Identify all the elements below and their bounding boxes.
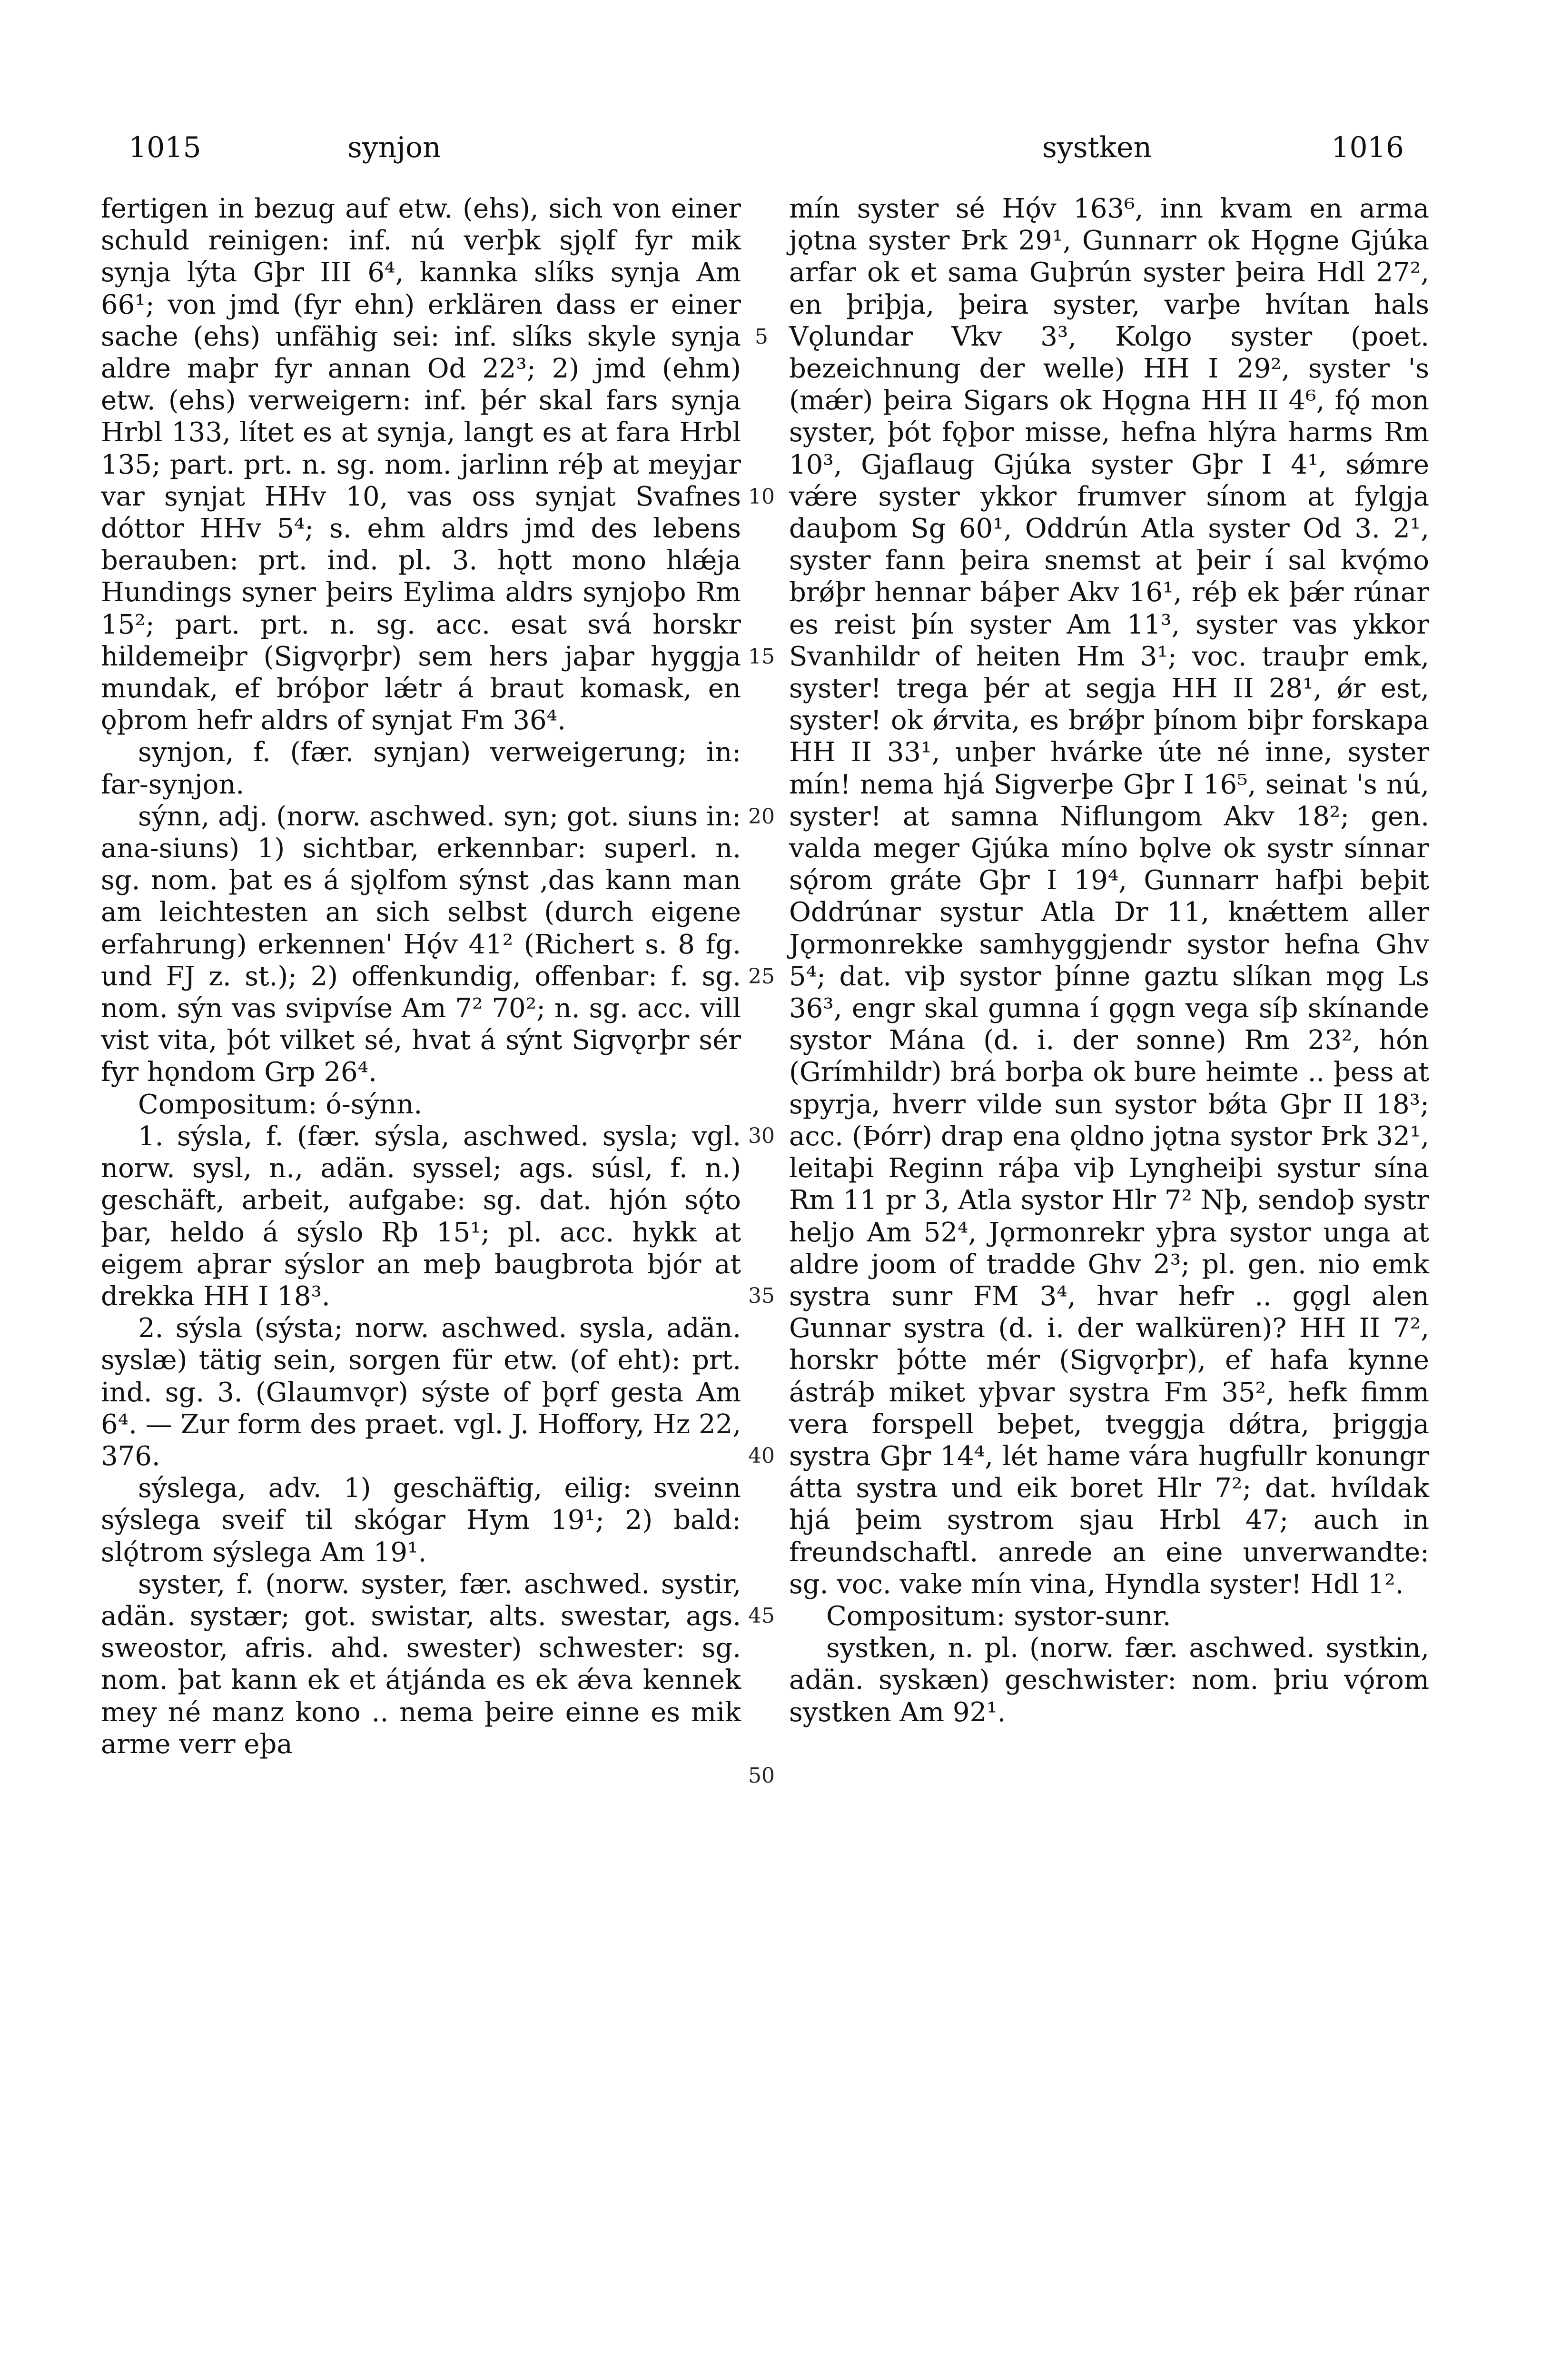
- line-numbers: [733, 193, 790, 1792]
- entry-synja-continued: fertigen in bezug auf etw. (ehs), sich von einer schuld reinigen: inf. nú verþk sjǫlf fyr mik synja lýta Gþr III 6⁴, kannka slíks synja Am 66¹; von jmd (fyr ehn) erklären dass er einer sache (ehs) unfähig sei: inf. slíks skyle synja aldre maþr fyr annan Od 22³; 2) jmd (ehm) etw. (ehs) verweigern: inf. þér skal fars synja Hrbl 133, lítet es at synja, langt es at fara Hrbl 135; part. prt. n. sg. nom. jarlinn réþ at meyjar var synjat HHv 10, vas oss synjat Svafnes dóttor HHv 5⁴; s. ehm aldrs jmd des lebens berauben: prt. ind. pl. 3. hǫtt mono hlǽja Hundings syner þeirs Eylima aldrs synjoþo Rm 15²; part. prt. n. sg. acc. esat svá horskr hildemeiþr (Sigvǫrþr) sem hers jaþar hyggja mundak, ef bróþor lǽtr á braut komask, en ǫþrom hefr aldrs of synjat Fm 36⁴.: [101, 193, 741, 736]
- line-number: [733, 608, 790, 640]
- line-number: [733, 289, 790, 321]
- line-number: 25: [748, 964, 775, 989]
- page-number-right: 1016: [1331, 131, 1404, 164]
- entry-synjon: synjon, f. (fær. synjan) verweigerung; in: far-synjon.: [101, 737, 741, 800]
- line-number: [733, 1536, 790, 1568]
- entry-synn: sýnn, adj. (norw. aschwed. syn; got. siuns in: ana-siuns) 1) sichtbar, erkennbar: superl. n. sg. nom. þat es á sjǫlfom sýnst ‚das kann man am leichtesten an sich selbst (durch eigene erfahrung) erkennen' Hǫ́v 41² (Richert s. 8 fg. und FJ z. st.); 2) offenkundig, offenbar: f. sg. nom. sýn vas svipvíse Am 7² 70²; n. sg. acc. vill vist vita, þót vilket sé, hvat á sýnt Sigvǫrþr sér fyr hǫndom Grp 26⁴.: [101, 801, 741, 1088]
- entry-syster-continued: mín syster sé Hǫ́v 163⁶, inn kvam en arma jǫtna syster Þrk 29¹, Gunnarr ok Hǫgne Gjúka arfar ok et sama Guþrún syster þeira Hdl 27², en þriþja, þeira syster, varþe hvítan hals Vǫlundar Vkv 3³, Kolgo syster (poet. bezeichnung der welle) HH I 29², syster 's (mǽr) þeira Sigars ok Hǫgna HH II 4⁶, fǫ́ mon syster, þót fǫþor misse, hefna hlýra harms Rm 10³, Gjaflaug Gjúka syster Gþr I 4¹, sǿmre vǽre syster ykkor frumver sínom at fylgja dauþom Sg 60¹, Oddrún Atla syster Od 3. 2¹, syster fann þeira snemst at þeir í sal kvǫ́mo brǿþr hennar báþer Akv 16¹, réþ ek þǽr rúnar es reist þín syster Am 11³, syster vas ykkor Svanhildr of heiten Hm 3¹; voc. trauþr emk, syster! trega þér at segja HH II 28¹, ǿr est, syster! ok ǿrvita, es brǿþr þínom biþr forskapa HH II 33¹, unþer hvárke úte né inne, syster mín! nema hjá Sigverþe Gþr I 16⁵, seinat 's nú, syster! at samna Niflungom Akv 18²; gen. valda meger Gjúka míno bǫlve ok systr sínnar sǫ́rom gráte Gþr I 19⁴, Gunnarr hafþi beþit Oddrúnar systur Atla Dr 11, knǽttem aller Jǫrmonrekke samhyggjendr systor hefna Ghv 5⁴; dat. viþ systor þínne gaztu slíkan mǫg Ls 36³, engr skal gumna í gǫgn vega síþ skínande systor Mána (d. i. der sonne) Rm 23², hón (Grímhildr) brá borþa ok bure heimte .. þess at spyrja, hverr vilde sun systor bǿta Gþr II 18³; acc. (Þórr) drap ena ǫldno jǫtna systor Þrk 32¹, leitaþi Reginn ráþa viþ Lyngheiþi systur sína Rm 11 pr 3, Atla systor Hlr 7² Nþ, sendoþ systr heljo Am 52⁴, Jǫrmonrekr yþra systor unga at aldre joom of tradde Ghv 2³; pl. gen. nio emk systra sunr FM 3⁴, hvar hefr .. gǫgl alen Gunnar systra (d. i. der walküren)? HH II 7², horskr þótte mér (Sigvǫrþr), ef hafa kynne ástráþ miket yþvar systra Fm 35², hefk fimm vera forspell beþet, tveggja dǿtra, þriggja systra Gþr 14⁴, lét hame vára hugfullr konungr átta systra und eik boret Hlr 7²; dat. hvíldak hjá þeim systrom sjau Hrbl 47; auch in freundschaftl. anrede an eine unverwandte: sg. voc. vake mín vina, Hyndla syster! Hdl 1².: [789, 193, 1429, 1600]
- line-number: [733, 896, 790, 928]
- line-number: [733, 1568, 790, 1600]
- line-number: [733, 545, 790, 576]
- line-number: [733, 1376, 790, 1408]
- line-number: [733, 1504, 790, 1536]
- compositum-syster: Compositum: systor-sunr.: [826, 1600, 1171, 1632]
- page-header: [128, 129, 1404, 167]
- line-number: [733, 1344, 790, 1376]
- line-number: [733, 833, 790, 864]
- line-number: [733, 576, 790, 608]
- line-number: [733, 1472, 790, 1504]
- line-number: 50: [748, 1764, 775, 1788]
- line-number: [733, 449, 790, 481]
- line-number: [733, 1664, 790, 1696]
- line-number: 40: [748, 1444, 775, 1468]
- running-head-right: systken: [1042, 131, 1152, 164]
- entry-sysla-1: 1. sýsla, f. (fær. sýsla, aschwed. sysla; vgl. norw. sysl, n., adän. syssel; ags. súsl, f. n.) geschäft, arbeit, aufgabe: sg. dat. hjón sǫ́to þar, heldo á sýslo Rþ 15¹; pl. acc. hykk at eigem aþrar sýslor an meþ baugbrota bjór at drekka HH I 18³.: [101, 1121, 741, 1312]
- line-number: [733, 1248, 790, 1280]
- line-number: [733, 992, 790, 1024]
- line-number: [733, 1312, 790, 1344]
- line-number: [733, 257, 790, 288]
- line-number: 20: [748, 804, 775, 829]
- line-number: [733, 736, 790, 768]
- line-number: [733, 1216, 790, 1248]
- line-number: 5: [755, 324, 768, 349]
- line-number: [733, 704, 790, 736]
- left-column: [101, 193, 741, 1760]
- page-number-left: 1015: [128, 131, 201, 164]
- line-number: [733, 1632, 790, 1664]
- running-head-left: synjon: [347, 131, 441, 164]
- line-number: [733, 1152, 790, 1184]
- line-number: [733, 1408, 790, 1440]
- line-number: [733, 1728, 790, 1760]
- entry-sysla-2: 2. sýsla (sýsta; norw. aschwed. sysla, adän. syslæ) tätig sein, sorgen für etw. (of eht): prt. ind. sg. 3. (Glaumvǫr) sýste of þǫrf gesta Am 6⁴. — Zur form des praet. vgl. J. Hoffory, Hz 22, 376.: [101, 1313, 741, 1472]
- compositum-synn: Compositum: ó-sýnn.: [138, 1089, 423, 1120]
- line-number: [733, 768, 790, 800]
- line-number: [733, 513, 790, 545]
- line-number: [733, 1056, 790, 1088]
- line-number: [733, 1184, 790, 1216]
- line-number: [733, 928, 790, 960]
- line-number: [733, 1696, 790, 1728]
- entry-syslega: sýslega, adv. 1) geschäftig, eilig: sveinn sýslega sveif til skógar Hym 19¹; 2) bald: slǫ́trom sýslega Am 19¹.: [101, 1473, 741, 1568]
- line-number: 45: [748, 1604, 775, 1628]
- line-number: 10: [748, 484, 775, 509]
- line-number: [733, 353, 790, 385]
- line-number: [733, 673, 790, 704]
- line-number: [733, 1088, 790, 1120]
- entry-systken: systken, n. pl. (norw. fær. aschwed. systkin, adän. syskæn) geschwister: nom. þriu vǫ́rom systken Am 92¹.: [789, 1633, 1429, 1728]
- entry-syster: syster, f. (norw. syster, fær. aschwed. systir, adän. systær; got. swistar, alts. swestar, ags. sweostor, afris. ahd. swester) schwester: sg. nom. þat kann ek et átjánda es ek ǽva kennek mey né manz kono .. nema þeire einne es mik arme verr eþa: [101, 1568, 741, 1760]
- line-number: [733, 1024, 790, 1056]
- line-number: [733, 193, 790, 225]
- line-number: [733, 416, 790, 448]
- line-number: 30: [748, 1124, 775, 1149]
- line-number: 35: [748, 1284, 775, 1309]
- line-number: [733, 864, 790, 896]
- line-number: 15: [748, 644, 775, 669]
- right-column: [789, 193, 1429, 1728]
- line-number: [733, 385, 790, 416]
- line-number: [733, 225, 790, 257]
